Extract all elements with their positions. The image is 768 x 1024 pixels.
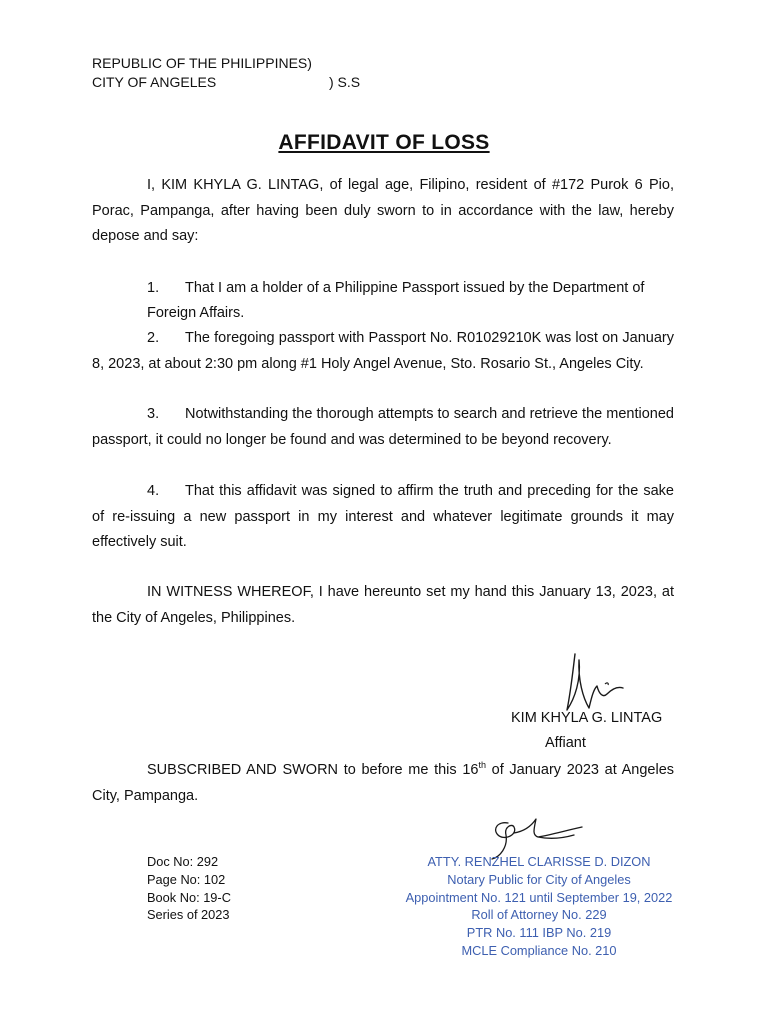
venue-line-republic: REPUBLIC OF THE PHILIPPINES): [92, 55, 312, 71]
affiant-label: Affiant: [545, 735, 586, 751]
jurat-text: SUBSCRIBED AND SWORN to before me this 16: [147, 762, 479, 778]
intro-paragraph: I, KIM KHYLA G. LINTAG, of legal age, Filipino, resident of #172 Purok 6 Pio, Porac, Pampanga, after having been duly sworn to in accordance with the law, hereby depose and say:: [92, 177, 674, 244]
list-item-1: [92, 276, 674, 302]
list-item-number: 4.: [147, 483, 160, 499]
witness-paragraph: IN WITNESS WHEREOF, I have hereunto set my hand this January 13, 2023, at the City of Angeles, Philippines.: [92, 584, 674, 626]
notary-roll: Roll of Attorney No. 229: [471, 907, 607, 923]
list-item-text: That I am a holder of a Philippine Passport issued by the Department of: [185, 280, 645, 296]
list-item-number: 3.: [147, 406, 160, 422]
list-item-1-continuation: Foreign Affairs.: [147, 305, 245, 321]
list-item-text: The foregoing passport with Passport No. R01029210K was lost on January 8, 2023, at about 2:30 pm along #1 Holy Angel Avenue, Sto. Rosario St., Angeles City.: [92, 330, 674, 372]
notary-mcle: MCLE Compliance No. 210: [461, 942, 617, 958]
document-title: AFFIDAVIT OF LOSS: [278, 131, 490, 154]
page-number: Page No: 102: [147, 871, 226, 887]
doc-number: Doc No: 292: [147, 854, 219, 869]
notary-block: [370, 853, 708, 960]
list-item-number: 1.: [147, 280, 160, 296]
venue-ss: ) S.S: [329, 74, 361, 90]
jurat-paragraph: [92, 758, 674, 809]
affiant-name: KIM KHYLA G. LINTAG: [511, 710, 663, 726]
list-item-number: 2.: [147, 330, 160, 346]
venue-line-city: CITY OF ANGELES: [92, 74, 217, 90]
jurat-superscript: th: [478, 760, 486, 771]
list-item-text: That this affidavit was signed to affirm the truth and preceding for the sake of re-issuing a new passport in my interest and whatever legitimate grounds it may effectively suit.: [92, 483, 674, 550]
book-number: Book No: 19-C: [147, 889, 231, 905]
doc-info-block: [147, 853, 231, 924]
notary-name: ATTY. RENZHEL CLARISSE D. DIZON: [427, 854, 651, 869]
list-item-4: [92, 479, 674, 556]
list-item-3: [92, 402, 674, 453]
list-item-text: Notwithstanding the thorough attempts to search and retrieve the mentioned passport, it could no longer be found and was determined to be beyond recovery.: [92, 406, 674, 448]
notary-appointment: Appointment No. 121 until September 19, 2022: [405, 889, 673, 905]
series-year: Series of 2023: [147, 907, 230, 923]
notary-commission: Notary Public for City of Angeles: [447, 871, 631, 887]
notary-ptr-ibp: PTR No. 111 IBP No. 219: [466, 925, 612, 941]
list-item-2: [92, 326, 674, 377]
jurat-text-end: of January 2023 at Angeles City, Pampanga.: [92, 762, 675, 804]
